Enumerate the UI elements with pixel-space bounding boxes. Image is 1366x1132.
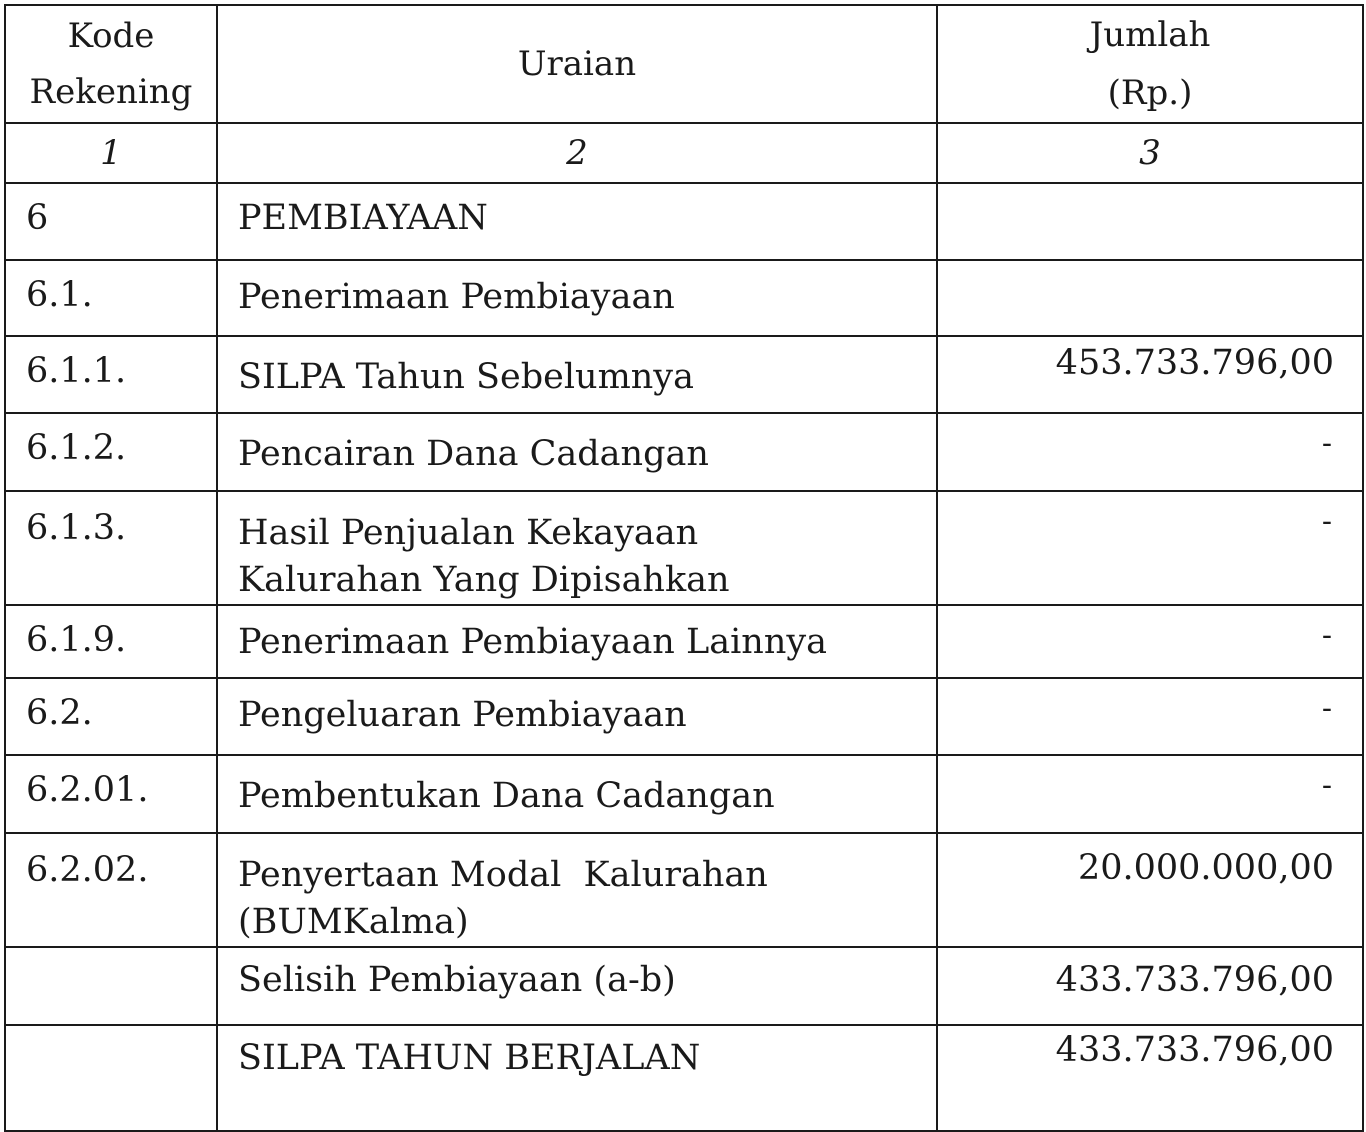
row-description-line2: Kalurahan Yang Dipisahkan — [238, 560, 730, 600]
row-amount: 453.733.796,00 — [937, 336, 1363, 413]
row-amount: 433.733.796,00 — [937, 1025, 1363, 1131]
financing-table — [4, 4, 1364, 1132]
row-description: SILPA Tahun Sebelumnya — [217, 336, 937, 413]
table-row — [5, 833, 1363, 947]
row-code: 6.2. — [5, 678, 217, 755]
row-description: Pembentukan Dana Cadangan — [217, 755, 937, 833]
row-amount — [937, 678, 1363, 755]
table-row — [5, 491, 1363, 605]
row-amount — [937, 413, 1363, 491]
row-description-line1: Hasil Penjualan Kekayaan — [238, 513, 699, 553]
table-row — [5, 183, 1363, 260]
row-amount — [937, 183, 1363, 260]
table-row — [5, 413, 1363, 491]
header-currency: (Rp.) — [1107, 73, 1193, 113]
row-description: Pencairan Dana Cadangan — [217, 413, 937, 491]
row-description: SILPA TAHUN BERJALAN — [217, 1025, 937, 1131]
table-row — [5, 336, 1363, 413]
row-amount-dash: - — [1321, 768, 1332, 803]
table-row — [5, 1025, 1363, 1131]
row-amount — [937, 491, 1363, 605]
column-number-1: 1 — [5, 123, 217, 183]
row-code: 6.1. — [5, 260, 217, 336]
table-row — [5, 947, 1363, 1025]
row-amount-dash: - — [1321, 426, 1332, 461]
header-uraian: Uraian — [217, 5, 937, 123]
row-description: PEMBIAYAAN — [217, 183, 937, 260]
column-number-3: 3 — [937, 123, 1363, 183]
row-description: Selisih Pembiayaan (a-b) — [217, 947, 937, 1025]
table-row — [5, 755, 1363, 833]
column-number-2: 2 — [217, 123, 937, 183]
row-description — [217, 491, 937, 605]
row-amount-dash: - — [1321, 618, 1332, 653]
row-description: Penerimaan Pembiayaan — [217, 260, 937, 336]
row-code — [5, 1025, 217, 1131]
table-row — [5, 605, 1363, 678]
row-code: 6.2.01. — [5, 755, 217, 833]
row-code: 6.1.1. — [5, 336, 217, 413]
header-jumlah-label: Jumlah — [1089, 15, 1211, 55]
table-row — [5, 678, 1363, 755]
row-amount: 20.000.000,00 — [937, 833, 1363, 947]
row-code: 6 — [5, 183, 217, 260]
row-amount: 433.733.796,00 — [937, 947, 1363, 1025]
row-code — [5, 947, 217, 1025]
row-code: 6.1.3. — [5, 491, 217, 605]
table-row — [5, 260, 1363, 336]
row-code: 6.1.2. — [5, 413, 217, 491]
row-description: Pengeluaran Pembiayaan — [217, 678, 937, 755]
row-description: Penerimaan Pembiayaan Lainnya — [217, 605, 937, 678]
row-amount — [937, 755, 1363, 833]
row-description — [217, 833, 937, 947]
header-jumlah — [937, 5, 1363, 123]
row-code: 6.1.9. — [5, 605, 217, 678]
row-amount — [937, 605, 1363, 678]
row-amount — [937, 260, 1363, 336]
row-description-line2: (BUMKalma) — [238, 902, 469, 942]
header-kode: Kode — [67, 16, 155, 56]
header-kode-rekening — [5, 5, 217, 123]
row-amount-dash: - — [1321, 691, 1332, 726]
column-number-row — [5, 123, 1363, 183]
row-description-line1: Penyertaan Modal Kalurahan — [238, 855, 768, 895]
header-rekening: Rekening — [29, 72, 193, 112]
row-code: 6.2.02. — [5, 833, 217, 947]
row-amount-dash: - — [1321, 504, 1332, 539]
header-row — [5, 5, 1363, 123]
